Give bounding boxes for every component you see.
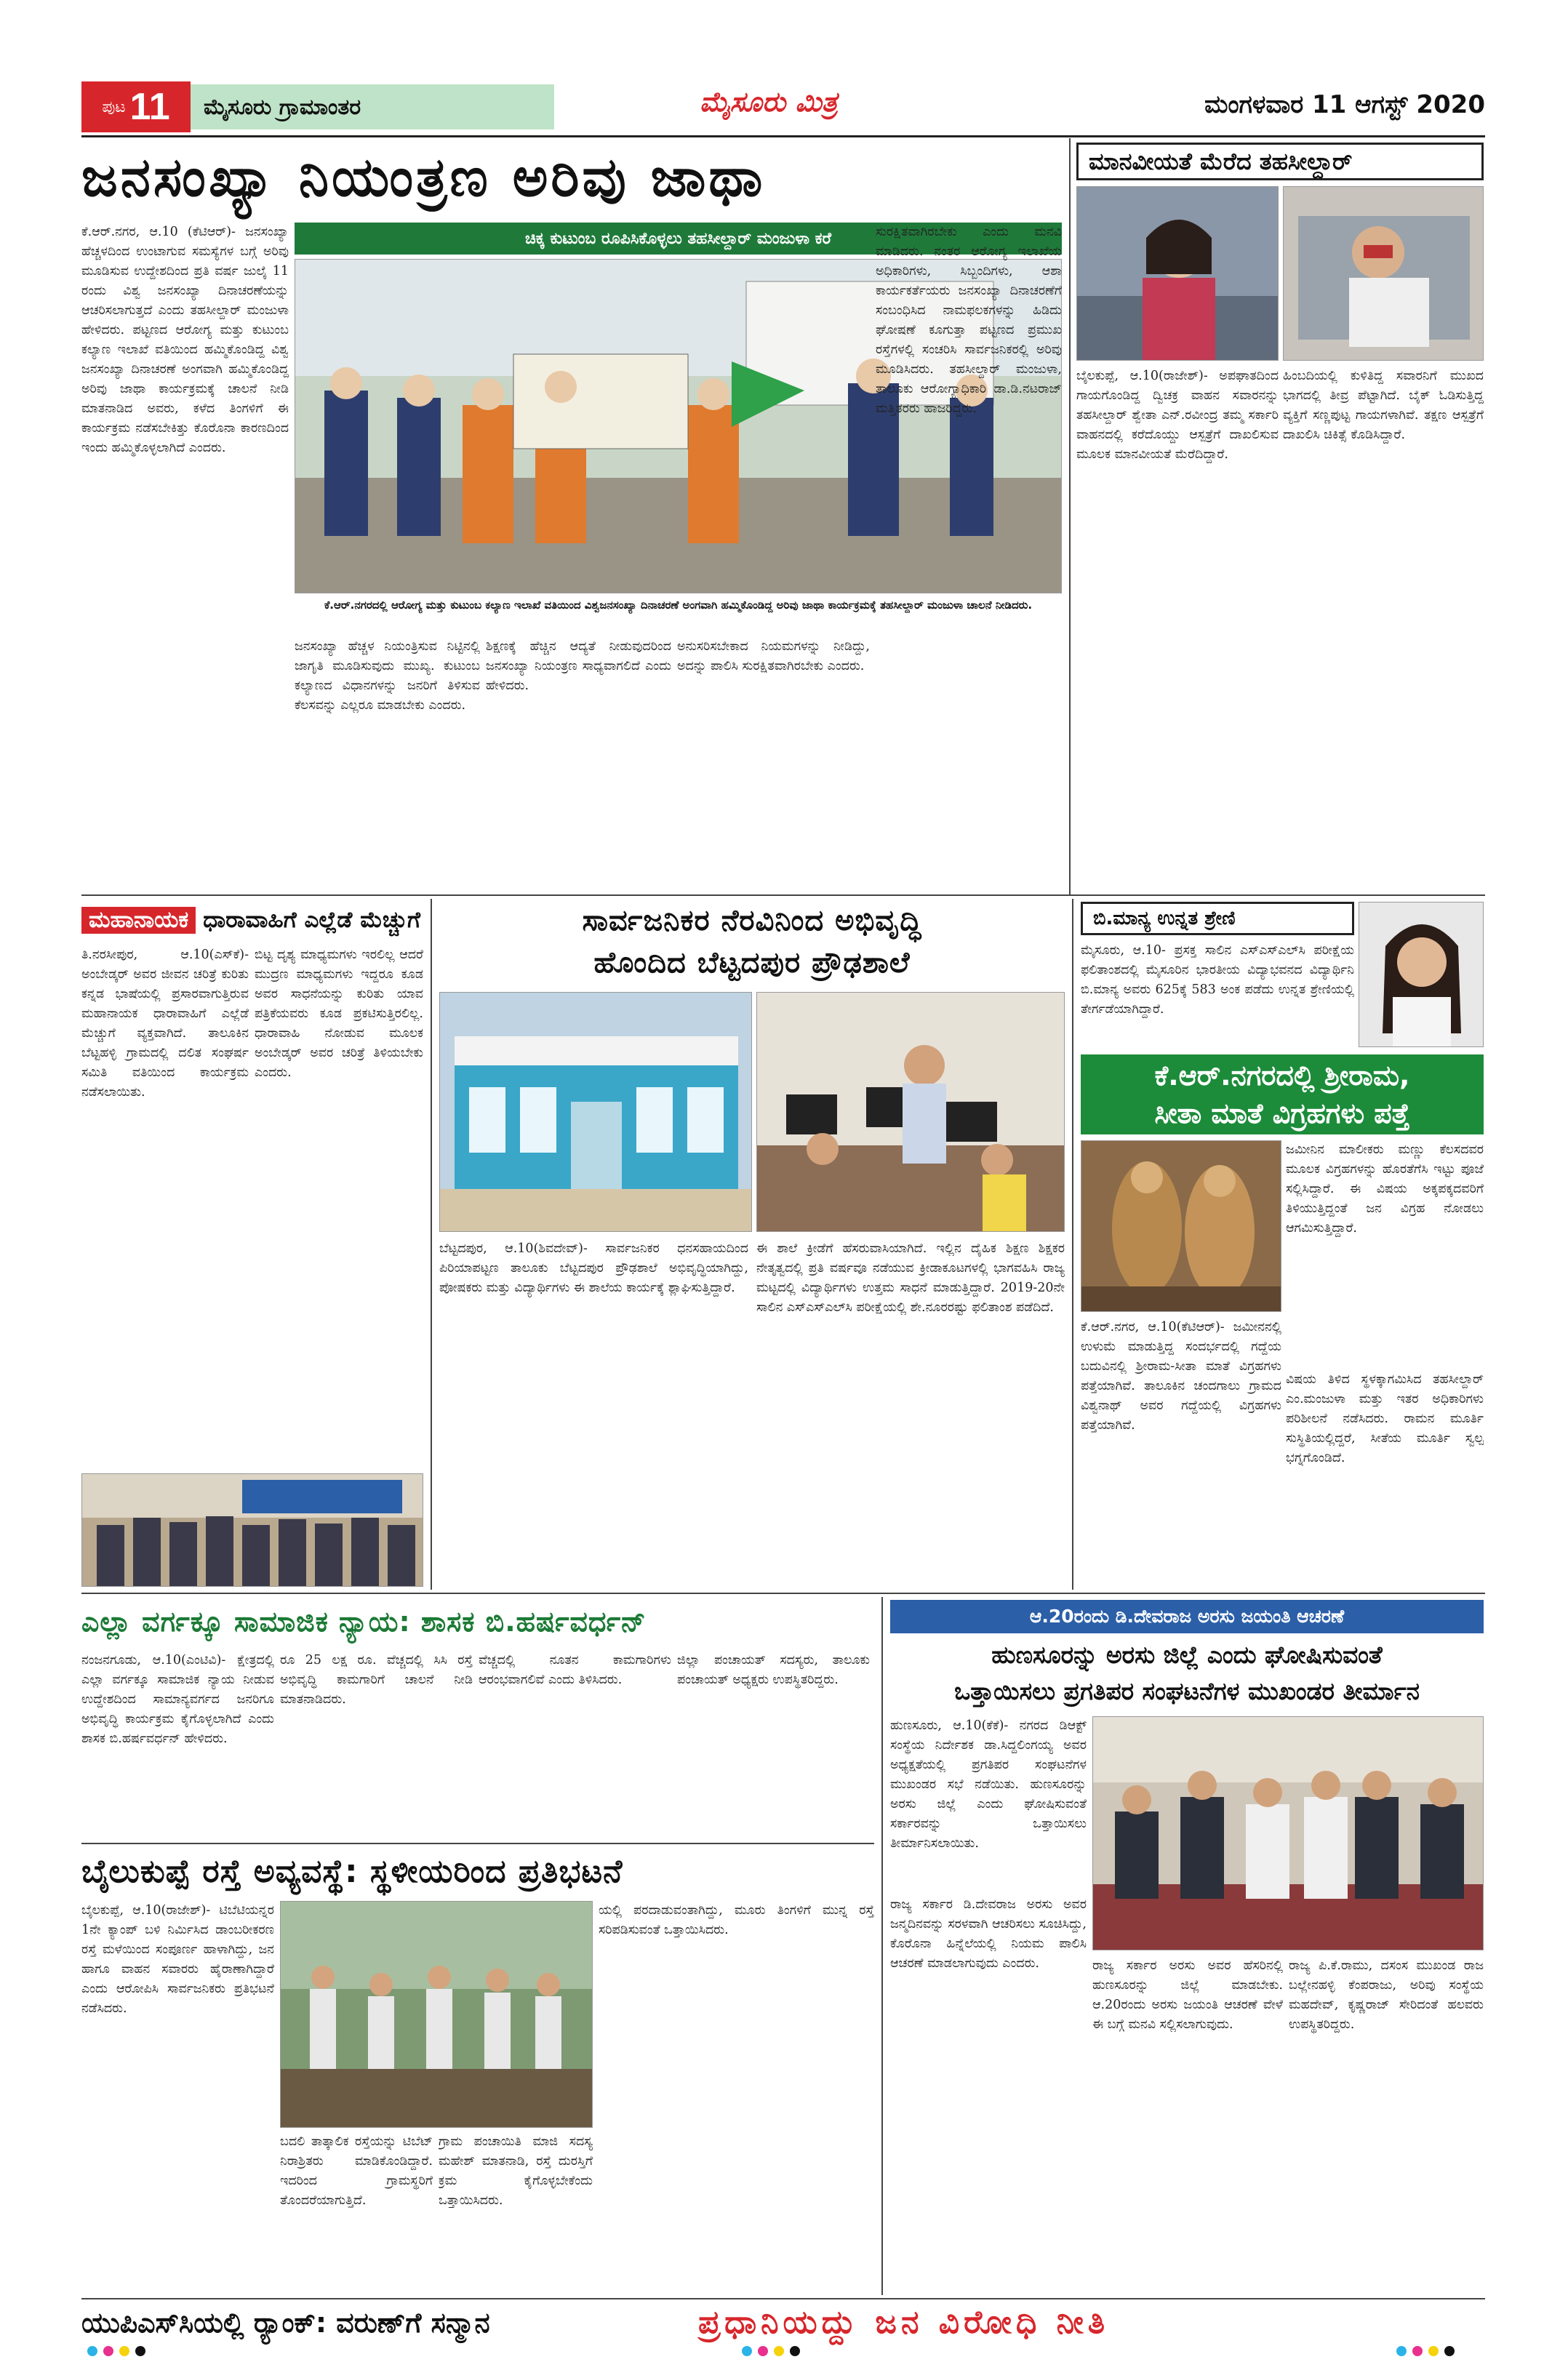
story1-col4: ಅನುಸರಿಸಬೇಕಾದ ನಿಯಮಗಳನ್ನು ನೀಡಿದ್ದು, ಅದನ್ನು ಪಾಲಿಸಿ ಸುರಕ್ಷಿತವಾಗಿರಬೇಕು ಎಂದರು. <box>677 639 870 673</box>
story4-headline-1: ಸಾರ್ವಜನಿಕರ ನೆರವಿನಿಂದ ಅಭಿವೃದ್ಧಿ <box>582 904 922 937</box>
story8-headline-2: ಒತ್ತಾಯಿಸಲು ಪ್ರಗತಿಪರ ಸಂಘಟನೆಗಳ ಮುಖಂಡರ ತೀರ್ಮಾನ <box>954 1677 1420 1705</box>
story2-photo-right <box>1283 186 1484 361</box>
story2-headline: ಮಾನವೀಯತೆ ಮೆರೆದ ತಹಸೀಲ್ದಾರ್ <box>1076 143 1484 180</box>
story7-headline: ಎಲ್ಲಾ ವರ್ಗಕ್ಕೂ ಸಾಮಾಜಿಕ ನ್ಯಾಯ: ಶಾಸಕ ಬಿ.ಹರ್ಷವರ್ಧನ್ <box>81 1606 647 1638</box>
story6-headline <box>1081 1054 1484 1134</box>
column-rule <box>431 899 432 1590</box>
story3-photo <box>81 1473 423 1587</box>
print-registration-dots-left <box>87 2346 145 2356</box>
page-prefix: ಪುಟ <box>102 97 126 116</box>
print-registration-dots-center <box>742 2346 800 2356</box>
page-number-box <box>81 81 191 132</box>
story1-col5: ಸುರಕ್ಷಿತವಾಗಿರಬೇಕು ಎಂದು ಮನವಿ ಮಾಡಿದರು. ನಂತರ ಆರೋಗ್ಯ ಇಲಾಖೆಯ ಅಧಿಕಾರಿಗಳು, ಸಿಬ್ಬಂದಿಗಳು, ಆಶಾ ಕಾರ್ಯಕರ್ತೆಯರು ಜನಸಂಖ್ಯಾ ದಿನಾಚರಣೆಗೆ ಸಂಬಂಧಿಸಿದ ನಾಮಫಲಕಗಳನ್ನು ಹಿಡಿದು ಘೋಷಣೆ ಕೂಗುತ್ತಾ ಪಟ್ಟಣದ ಪ್ರಮುಖ ರಸ್ತೆಗಳಲ್ಲಿ ಸಂಚರಿಸಿ ಸಾರ್ವಜನಿಕರಲ್ಲಿ ಅರಿವು ಮೂಡಿಸಿದರು. ತಹಸೀಲ್ದಾರ್ ಮಂಜುಳಾ, ತಾಲೂಕು ಆರೋಗ್ಯಾಧಿಕಾರಿ ಡಾ.ಡಿ.ನಟರಾಜ್ ಮತ್ತಿತರರು ಹಾಜರಿದ್ದರು. <box>876 225 1062 416</box>
row-rule <box>81 1593 1485 1594</box>
story6-headline-1: ಕೆ.ಆರ್.ನಗರದಲ್ಲಿ ಶ್ರೀರಾಮ, <box>1154 1060 1410 1092</box>
column-rule <box>881 1597 883 2295</box>
row-rule <box>81 1843 874 1844</box>
story6-photo <box>1081 1140 1281 1312</box>
story2-photo-left <box>1076 186 1279 361</box>
story4-photo-lab <box>756 992 1065 1232</box>
issue-date: ಮಂಗಳವಾರ 11 ಆಗಸ್ಟ್ 2020 <box>1204 90 1485 119</box>
story2-col1: ಬೈಲಕುಪ್ಪೆ, ಆ.10(ರಾಜೇಶ್)- ಅಪಘಾತದಿಂದ ಗಾಯಗೊಂಡಿದ್ದ ದ್ವಿಚಕ್ರ ವಾಹನ ಸವಾರನನ್ನು ತಹಸೀಲ್ದಾರ್ ಶ್ವೇತಾ ಎನ್.ರವೀಂದ್ರ ತಮ್ಮ ಸರ್ಕಾರಿ ವಾಹನದಲ್ಲಿ ಕರೆದೊಯ್ದು ಆಸ್ಪತ್ರೆಗೆ ದಾಖಲಿಸುವ ಮೂಲಕ ಮಾನವೀಯತೆ ಮೆರೆದಿದ್ದಾರೆ. <box>1076 369 1279 462</box>
story5-tag: ಬಿ.ಮಾನ್ಯ ಉನ್ನತ ಶ್ರೇಣಿ <box>1081 902 1354 935</box>
story11-headline: ಪ್ರಧಾನಿಯದ್ದು ಜನ ವಿರೋಧಿ ನೀತಿ <box>698 2304 1110 2341</box>
story9-col3: ಗ್ರಾಮ ಪಂಚಾಯಿತಿ ಮಾಜಿ ಸದಸ್ಯ ಮಹೇಶ್ ಮಾತನಾಡಿ, ರಸ್ತೆ ದುರಸ್ತಿಗೆ ಕ್ರಮ ಕೈಗೊಳ್ಳಬೇಕೆಂದು ಒತ್ತಾಯಿಸಿದರು. <box>439 2134 593 2208</box>
story9-col1: ಬೈಲಕುಪ್ಪೆ, ಆ.10(ರಾಜೇಶ್)- ಟಿಬೆಟಿಯನ್ನರ 1ನೇ ಕ್ಯಾಂಪ್ ಬಳಿ ನಿರ್ಮಿಸಿದ ಡಾಂಬರೀಕರಣ ರಸ್ತೆ ಮಳೆಯಿಂದ ಸಂಪೂರ್ಣ ಹಾಳಾಗಿದ್ದು, ಜನ ಹಾಗೂ ವಾಹನ ಸವಾರರು ಹೈರಾಣಾಗಿದ್ದಾರೆ ಎಂದು ಆರೋಪಿಸಿ ಸಾರ್ವಜನಿಕರು ಪ್ರತಿಭಟನೆ ನಡೆಸಿದರು. <box>81 1903 274 2016</box>
story7-col3: ವೆಚ್ಚದಲ್ಲಿ ನೂತನ ಕಾಮಗಾರಿಗಳು ಆರಂಭವಾಗಲಿವೆ ಎಂದು ತಿಳಿಸಿದರು. <box>479 1653 671 1687</box>
story4-headline-2: ಹೊಂದಿದ ಬೆಟ್ಟದಪುರ ಪ್ರೌಢಶಾಲೆ <box>593 946 911 980</box>
story8-col2: ರಾಜ್ಯ ಸರ್ಕಾರ ಡಿ.ದೇವರಾಜ ಅರಸು ಅವರ ಜನ್ಮದಿನವನ್ನು ಸರಳವಾಗಿ ಆಚರಿಸಲು ಸೂಚಿಸಿದ್ದು, ಕೊರೊನಾ ಹಿನ್ನೆಲೆಯಲ್ಲಿ ನಿಯಮ ಪಾಲಿಸಿ ಆಚರಣೆ ಮಾಡಲಾಗುವುದು ಎಂದರು. <box>890 1897 1087 1971</box>
story7-col4: ಜಿಲ್ಲಾ ಪಂಚಾಯತ್ ಸದಸ್ಯರು, ತಾಲೂಕು ಪಂಚಾಯತ್ ಅಧ್ಯಕ್ಷರು ಉಪಸ್ಥಿತರಿದ್ದರು. <box>677 1653 870 1687</box>
story4-col2: ಈ ಶಾಲೆ ಕ್ರೀಡೆಗೆ ಹೆಸರುವಾಸಿಯಾಗಿದೆ. ಇಲ್ಲಿನ ದೈಹಿಕ ಶಿಕ್ಷಣ ಶಿಕ್ಷಕರ ನೇತೃತ್ವದಲ್ಲಿ ಪ್ರತಿ ವರ್ಷವೂ ನಡೆಯುವ ಕ್ರೀಡಾಕೂಟಗಳಲ್ಲಿ ಭಾಗವಹಿಸಿ ರಾಜ್ಯ ಮಟ್ಟದಲ್ಲಿ ವಿದ್ಯಾರ್ಥಿಗಳು ಉತ್ತಮ ಸಾಧನೆ ಮಾಡುತ್ತಿದ್ದಾರೆ. 2019-20ನೇ ಸಾಲಿನ ಎಸ್ಎಸ್ಎಲ್‌ಸಿ ಪರೀಕ್ಷೆಯಲ್ಲಿ ಶೇ.ನೂರರಷ್ಟು ಫಲಿತಾಂಶ ಪಡೆದಿದೆ. <box>756 1241 1065 1315</box>
story8-col4: ರಾಜ್ಯ ಪಿ.ಕೆ.ರಾಮು, ದಸಂಸ ಮುಖಂಡ ರಾಜ ಬಲ್ಲೇನಹಳ್ಳಿ ಕೆಂಪರಾಜು, ಅರಿವು ಸಂಸ್ಥೆಯ ಮಹದೇವ್, ಕೃಷ್ಣರಾಜ್ ಸೇರಿದಂತೆ ಹಲವರು ಉಪಸ್ಥಿತರಿದ್ದರು. <box>1289 1958 1484 2032</box>
story6-col-top: ಜಮೀನಿನ ಮಾಲೀಕರು ಮಣ್ಣು ಕೆಲಸದವರ ಮೂಲಕ ವಿಗ್ರಹಗಳನ್ನು ಹೊರತೆಗೆಸಿ ಇಟ್ಟು ಪೂಜೆ ಸಲ್ಲಿಸಿದ್ದಾರೆ. ಈ ವಿಷಯ ಅಕ್ಕಪಕ್ಕದವರಿಗೆ ತಿಳಿಯುತ್ತಿದ್ದಂತೆ ಜನ ವಿಗ್ರಹ ನೋಡಲು ಆಗಮಿಸುತ್ತಿದ್ದಾರೆ. <box>1286 1142 1484 1236</box>
story3-tag: ಮಹಾನಾಯಕ <box>81 907 196 934</box>
story8-col1: ಹುಣಸೂರು, ಆ.10(ಕೆಕೆ)- ನಗರದ ಡಿಆಕ್ಟ್ ಸಂಸ್ಥೆಯ ನಿರ್ದೇಶಕ ಡಾ.ಸಿದ್ದಲಿಂಗಯ್ಯ ಅವರ ಅಧ್ಯಕ್ಷತೆಯಲ್ಲಿ ಪ್ರಗತಿಪರ ಸಂಘಟನೆಗಳ ಮುಖಂಡರ ಸಭೆ ನಡೆಯಿತು. ಹುಣಸೂರನ್ನು ಅರಸು ಜಿಲ್ಲೆ ಎಂದು ಘೋಷಿಸುವಂತೆ ಸರ್ಕಾರವನ್ನು ಒತ್ತಾಯಿಸಲು ತೀರ್ಮಾನಿಸಲಾಯಿತು. <box>890 1718 1087 1851</box>
page-number: 11 <box>129 86 170 128</box>
print-registration-dots-right <box>1396 2346 1455 2356</box>
story3-col2: ಬಿಟ್ಟ ದೃಶ್ಯ ಮಾಧ್ಯಮಗಳು ಇರಲಿಲ್ಲ ಆದರೆ ಮುದ್ರಣ ಮಾಧ್ಯಮಗಳು ಇದ್ದರೂ ಕೂಡ ಅವರ ಸಾಧನೆಯನ್ನು ಕುರಿತು ಯಾವ ಪತ್ರಿಕೆಯವರು ಕೂಡ ಪ್ರಕಟಿಸುತ್ತಿರಲಿಲ್ಲ. ಧಾರಾವಾಹಿ ನೋಡುವ ಮೂಲಕ ಅಂಬೇಡ್ಕರ್ ಅವರ ಚರಿತ್ರೆ ತಿಳಿಯಬೇಕು ಎಂದರು. <box>255 948 423 1080</box>
story7-col1: ನಂಜನಗೂಡು, ಆ.10(ಎಂಟಿವಿ)- ಕ್ಷೇತ್ರದಲ್ಲಿ ಎಲ್ಲಾ ವರ್ಗಕ್ಕೂ ಸಾಮಾಜಿಕ ನ್ಯಾಯ ನೀಡುವ ಉದ್ದೇಶದಿಂದ ಸಾಮಾನ್ಯವರ್ಗದ ಜನರಿಗೂ ಅಭಿವೃದ್ಧಿ ಕಾರ್ಯಕ್ರಮ ಕೈಗೊಳ್ಳಲಾಗಿದೆ ಎಂದು ಶಾಸಕ ಬಿ.ಹರ್ಷವರ್ಧನ್ ಹೇಳಿದರು. <box>81 1653 274 1746</box>
story1-caption: ಕೆ.ಆರ್.ನಗರದಲ್ಲಿ ಆರೋಗ್ಯ ಮತ್ತು ಕುಟುಂಬ ಕಲ್ಯಾಣ ಇಲಾಖೆ ವತಿಯಿಂದ ವಿಶ್ವಜನಸಂಖ್ಯಾ ದಿನಾಚರಣೆ ಅಂಗವಾಗಿ ಹಮ್ಮಿಕೊಂಡಿದ್ದ ಅರಿವು ಜಾಥಾ ಕಾರ್ಯಕ್ರಮಕ್ಕೆ ತಹಸೀಲ್ದಾರ್ ಮಂಜುಳಾ ಚಾಲನೆ ನೀಡಿದರು. <box>324 598 1033 612</box>
story4-col1: ಬೆಟ್ಟದಪುರ, ಆ.10(ಶಿವದೇವ್)- ಸಾರ್ವಜನಿಕರ ಧನಸಹಾಯದಿಂದ ಪಿರಿಯಾಪಟ್ಟಣ ತಾಲೂಕು ಬೆಟ್ಟದಪುರ ಪ್ರೌಢಶಾಲೆ ಅಭಿವೃದ್ಧಿಯಾಗಿದ್ದು, ಪೋಷಕರು ಮತ್ತು ವಿದ್ಯಾರ್ಥಿಗಳು ಈ ಶಾಲೆಯ ಕಾರ್ಯಕ್ಕೆ ಶ್ಲಾಘಿಸುತ್ತಿದ್ದಾರೆ. <box>439 1241 748 1295</box>
story4-photo-school <box>439 992 752 1232</box>
page-header <box>81 81 1485 132</box>
story1-subhead: ಚಿಕ್ಕ ಕುಟುಂಬ ರೂಪಿಸಿಕೊಳ್ಳಲು ತಹಸೀಲ್ದಾರ್ ಮಂಜುಳಾ ಕರೆ <box>295 223 1062 255</box>
masthead-logo: ಮೈಸೂರು ಮಿತ್ರ <box>700 86 838 118</box>
story9-headline: ಬೈಲುಕುಪ್ಪೆ ರಸ್ತೆ ಅವ್ಯವಸ್ಥೆ: ಸ್ಥಳೀಯರಿಂದ ಪ್ರತಿಭಟನೆ <box>81 1853 623 1890</box>
story1-col1-cont <box>81 576 289 889</box>
story8-col3: ರಾಜ್ಯ ಸರ್ಕಾರ ಅರಸು ಅವರ ಹೆಸರಿನಲ್ಲಿ ಹುಣಸೂರನ್ನು ಜಿಲ್ಲೆ ಮಾಡಬೇಕು. ಆ.20ರಂದು ಅರಸು ಜಯಂತಿ ಆಚರಣೆ ವೇಳೆ ಈ ಬಗ್ಗೆ ಮನವಿ ಸಲ್ಲಿಸಲಾಗುವುದು. <box>1092 1958 1283 2032</box>
story1-col2: ಜನಸಂಖ್ಯಾ ಹೆಚ್ಚಳ ನಿಯಂತ್ರಿಸುವ ನಿಟ್ಟಿನಲ್ಲಿ ಜಾಗೃತಿ ಮೂಡಿಸುವುದು ಮುಖ್ಯ. ಕುಟುಂಬ ಕಲ್ಯಾಣದ ವಿಧಾನಗಳನ್ನು ಜನರಿಗೆ ತಿಳಿಸುವ ಕೆಲಸವನ್ನು ಎಲ್ಲರೂ ಮಾಡಬೇಕು ಎಂದರು. <box>295 639 480 713</box>
story8-tag: ಆ.20ರಂದು ಡಿ.ದೇವರಾಜ ಅರಸು ಜಯಂತಿ ಆಚರಣೆ <box>890 1600 1484 1633</box>
story9-photo <box>280 1901 593 2128</box>
story5-body: ಮೈಸೂರು, ಆ.10- ಪ್ರಸಕ್ತ ಸಾಲಿನ ಎಸ್ಎಸ್ಎಲ್‌ಸಿ ಪರೀಕ್ಷೆಯ ಫಲಿತಾಂಶದಲ್ಲಿ ಮೈಸೂರಿನ ಭಾರತೀಯ ವಿದ್ಯಾಭವನದ ವಿದ್ಯಾರ್ಥಿನಿ ಬಿ.ಮಾನ್ಯ ಅವರು 625ಕ್ಕೆ 583 ಅಂಕ ಪಡೆದು ಉನ್ನತ ಶ್ರೇಣಿಯಲ್ಲಿ ತೇರ್ಗಡೆಯಾಗಿದ್ದಾರೆ. <box>1081 943 1354 1017</box>
row-rule <box>81 894 1485 896</box>
story1-col3: ಶಿಕ್ಷಣಕ್ಕೆ ಹೆಚ್ಚಿನ ಆದ್ಯತೆ ನೀಡುವುದರಿಂದ ಜನಸಂಖ್ಯಾ ನಿಯಂತ್ರಣ ಸಾಧ್ಯವಾಗಲಿದೆ ಎಂದು ಹೇಳಿದರು. <box>486 639 671 693</box>
story3-col1: ತಿ.ನರಸೀಪುರ, ಆ.10(ಎಸ್‌ಕೆ)- ಅಂಬೇಡ್ಕರ್ ಅವರ ಜೀವನ ಚರಿತ್ರೆ ಕುರಿತು ಕನ್ನಡ ಭಾಷೆಯಲ್ಲಿ ಪ್ರಸಾರವಾಗುತ್ತಿರುವ ಮಹಾನಾಯಕ ಧಾರಾವಾಹಿಗೆ ಎಲ್ಲೆಡೆ ಮೆಚ್ಚುಗೆ ವ್ಯಕ್ತವಾಗಿದೆ. ತಾಲೂಕಿನ ಬೆಟ್ಟಹಳ್ಳಿ ಗ್ರಾಮದಲ್ಲಿ ದಲಿತ ಸಂಘರ್ಷ ಸಮಿತಿ ವತಿಯಿಂದ ಕಾರ್ಯಕ್ರಮ ನಡೆಸಲಾಯಿತು. <box>81 948 249 1100</box>
story3-head <box>81 902 423 938</box>
story3-headline: ಧಾರಾವಾಹಿಗೆ ಎಲ್ಲೆಡೆ ಮೆಚ್ಚುಗೆ <box>203 906 421 933</box>
section-name: ಮೈಸೂರು ಗ್ರಾಮಾಂತರ <box>191 84 554 129</box>
story9-col2: ಬದಲಿ ತಾತ್ಕಾಲಿಕ ರಸ್ತೆಯನ್ನು ಟಿಬೆಟ್ ನಿರಾಶ್ರಿತರು ಮಾಡಿಕೊಂಡಿದ್ದಾರೆ. ಇದರಿಂದ ಗ್ರಾಮಸ್ಥರಿಗೆ ತೊಂದರೆಯಾಗುತ್ತಿದೆ. <box>280 2134 433 2208</box>
column-rule <box>1072 899 1073 1590</box>
story6-col1: ಕೆ.ಆರ್.ನಗರ, ಆ.10(ಕೆಟಿಆರ್)- ಜಮೀನನಲ್ಲಿ ಉಳುಮೆ ಮಾಡುತ್ತಿದ್ದ ಸಂದರ್ಭದಲ್ಲಿ ಗದ್ದೆಯ ಬದುವಿನಲ್ಲಿ ಶ್ರೀರಾಮ-ಸೀತಾ ಮಾತೆ ವಿಗ್ರಹಗಳು ಪತ್ತೆಯಾಗಿವೆ. ತಾಲೂಕಿನ ಚಂದಗಾಲು ಗ್ರಾಮದ ವಿಶ್ವನಾಥ್ ಅವರ ಗದ್ದೆಯಲ್ಲಿ ವಿಗ್ರಹಗಳು ಪತ್ತೆಯಾಗಿವೆ. <box>1081 1320 1281 1433</box>
story5-photo <box>1359 902 1484 1047</box>
header-rule <box>81 135 1485 137</box>
story9-col4: ಯಲ್ಲಿ ಪರದಾಡುವಂತಾಗಿದ್ದು, ಮೂರು ತಿಂಗಳಿಗೆ ಮುನ್ನ ರಸ್ತೆ ಸರಿಪಡಿಸುವಂತೆ ಒತ್ತಾಯಿಸಿದರು. <box>599 1903 874 1937</box>
story8-photo <box>1092 1716 1484 1950</box>
story1-col1: ಕೆ.ಆರ್.ನಗರ, ಆ.10 (ಕೆಟಿಆರ್)- ಜನಸಂಖ್ಯಾ ಹೆಚ್ಚಳದಿಂದ ಉಂಟಾಗುವ ಸಮಸ್ಯೆಗಳ ಬಗ್ಗೆ ಅರಿವು ಮೂಡಿಸುವ ಉದ್ದೇಶದಿಂದ ಪ್ರತಿ ವರ್ಷ ಜುಲೈ 11 ರಂದು ವಿಶ್ವ ಜನಸಂಖ್ಯಾ ದಿನಾಚರಣೆಯನ್ನು ಆಚರಿಸಲಾಗುತ್ತದೆ ಎಂದು ತಹಸೀಲ್ದಾರ್ ಮಂಜುಳಾ ಹೇಳಿದರು. ಪಟ್ಟಣದ ಆರೋಗ್ಯ ಮತ್ತು ಕುಟುಂಬ ಕಲ್ಯಾಣ ಇಲಾಖೆ ವತಿಯಿಂದ ಹಮ್ಮಿಕೊಂಡಿದ್ದ ವಿಶ್ವ ಜನಸಂಖ್ಯಾ ದಿನಾಚರಣೆ ಅಂಗವಾಗಿ ಹಮ್ಮಿಕೊಂಡಿದ್ದ ಅರಿವು ಜಾಥಾ ಕಾರ್ಯಕ್ರಮಕ್ಕೆ ಚಾಲನೆ ನೀಡಿ ಮಾತನಾಡಿದ ಅವರು, ಕಳೆದ ತಿಂಗಳಿಗೆ ಈ ಕಾರ್ಯಕ್ರಮ ನಡೆಸಬೇಕಿತ್ತು ಕೊರೊನಾ ಕಾರಣದಿಂದ ಇಂದು ಹಮ್ಮಿಕೊಳ್ಳಲಾಗಿದೆ ಎಂದರು. <box>81 225 289 455</box>
story2-col2: ಹಿಂಬದಿಯಲ್ಲಿ ಕುಳಿತಿದ್ದ ಸವಾರನಿಗೆ ಮುಖದ ಭಾಗದಲ್ಲಿ ತೀವ್ರ ಪೆಟ್ಟಾಗಿದೆ. ಬೈಕ್ ಓಡಿಸುತ್ತಿದ್ದ ವ್ಯಕ್ತಿಗೆ ಸಣ್ಣಪುಟ್ಟ ಗಾಯಗಳಾಗಿವೆ. ತಕ್ಷಣ ಆಸ್ಪತ್ರೆಗೆ ದಾಖಲಿಸಿ ಚಿಕಿತ್ಸೆ ಕೊಡಿಸಿದ್ದಾರೆ. <box>1283 369 1484 442</box>
story10-headline <box>81 2302 685 2343</box>
story6-col2: ವಿಷಯ ತಿಳಿದ ಸ್ಥಳಕ್ಕಾಗಮಿಸಿದ ತಹಸೀಲ್ದಾರ್ ಎಂ.ಮಂಜುಳಾ ಮತ್ತು ಇತರ ಅಧಿಕಾರಿಗಳು ಪರಿಶೀಲನೆ ನಡೆಸಿದರು. ರಾಮನ ಮೂರ್ತಿ ಸುಸ್ಥಿತಿಯಲ್ಲಿದ್ದರೆ, ಸೀತೆಯ ಮೂರ್ತಿ ಸ್ವಲ್ಪ ಭಗ್ನಗೊಂಡಿದೆ. <box>1286 1372 1484 1465</box>
column-rule <box>1069 138 1071 894</box>
story8-headline-1: ಹುಣಸೂರನ್ನು ಅರಸು ಜಿಲ್ಲೆ ಎಂದು ಘೋಷಿಸುವಂತೆ <box>991 1641 1383 1669</box>
story10-headline-text: ಯುಪಿಎಸ್‌ಸಿಯಲ್ಲಿ ರ‍್ಯಾಂಕ್: ವರುಣ್‌ಗೆ ಸನ್ಮಾನ <box>81 2307 490 2339</box>
story7-col2: ರೂ 25 ಲಕ್ಷ ರೂ. ವೆಚ್ಚದಲ್ಲಿ ಸಿಸಿ ರಸ್ತೆ ಅಭಿವೃದ್ಧಿ ಕಾಮಗಾರಿಗೆ ಚಾಲನೆ ನೀಡಿ ಮಾತನಾಡಿದರು. <box>280 1653 473 1707</box>
story6-headline-2: ಸೀತಾ ಮಾತೆ ವಿಗ್ರಹಗಳು ಪತ್ತೆ <box>1154 1097 1410 1129</box>
story1-headline: ಜನಸಂಖ್ಯಾ ನಿಯಂತ್ರಣ ಅರಿವು ಜಾಥಾ <box>81 146 766 209</box>
row-rule <box>81 2298 1485 2299</box>
